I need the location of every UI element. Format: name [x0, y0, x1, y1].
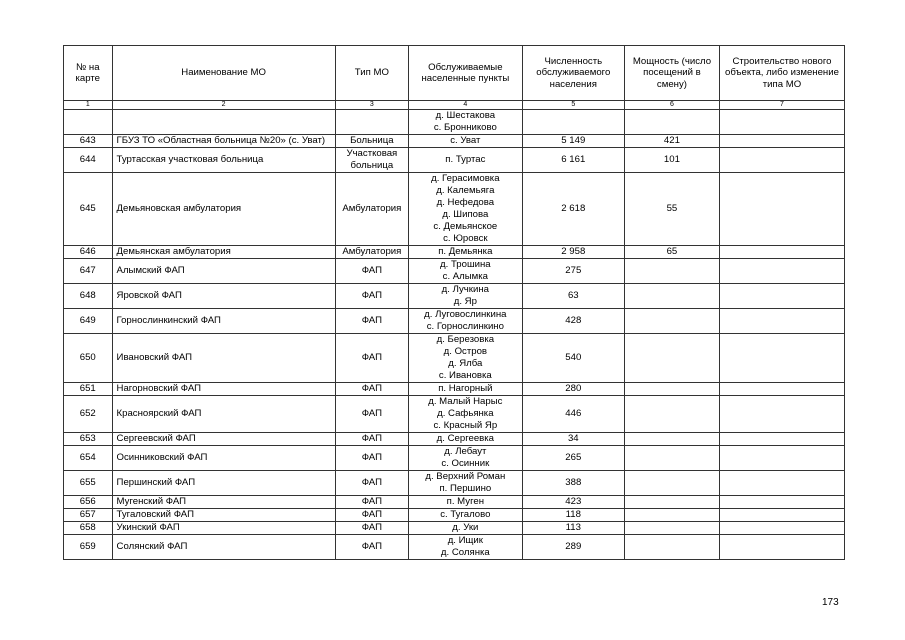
header-population: Численность обслуживаемого населения [522, 46, 624, 101]
map-number-cell: 656 [64, 496, 113, 509]
settlement-name: д. Верхний Роман [425, 471, 506, 482]
settlements-cell [409, 173, 523, 246]
population-cell: 113 [522, 522, 624, 535]
map-number-cell [64, 110, 113, 135]
settlements-cell [409, 148, 523, 173]
mo-name-cell: Ивановский ФАП [112, 334, 335, 383]
settlement-name: д. Трошина [440, 259, 491, 270]
column-number-row [64, 101, 845, 110]
population-cell: 63 [522, 284, 624, 309]
settlement-name: с. Юровск [443, 233, 488, 244]
mo-type-cell: ФАП [335, 259, 408, 284]
settlement-name: с. Демьянское [433, 221, 498, 232]
header-capacity: Мощность (число посещений в смену) [624, 46, 719, 101]
settlement-name: с. Красный Яр [433, 420, 498, 431]
construction-cell [719, 246, 844, 259]
settlement-name: д. Калемьяга [436, 185, 495, 196]
population-cell: 289 [522, 535, 624, 560]
capacity-cell [624, 433, 719, 446]
table-body [64, 110, 845, 560]
settlement-name: д. Ищик [447, 535, 483, 546]
table-row [64, 173, 845, 246]
settlement-name: д. Лебаут [444, 446, 487, 457]
settlements-cell [409, 259, 523, 284]
capacity-cell [624, 309, 719, 334]
settlement-name: с. Горнослинкино [426, 321, 504, 332]
settlements-cell [409, 246, 523, 259]
capacity-cell: 101 [624, 148, 719, 173]
table-row [64, 334, 845, 383]
mo-type-cell [335, 110, 408, 135]
construction-cell [719, 509, 844, 522]
table-row [64, 496, 845, 509]
mo-name-cell: Туртасская участковая больница [112, 148, 335, 173]
table-row [64, 446, 845, 471]
population-cell: 388 [522, 471, 624, 496]
mo-type-cell: ФАП [335, 496, 408, 509]
page-number: 173 [822, 597, 839, 608]
mo-type-cell: ФАП [335, 509, 408, 522]
map-number-cell: 655 [64, 471, 113, 496]
construction-cell [719, 396, 844, 433]
population-cell: 265 [522, 446, 624, 471]
mo-type-cell: ФАП [335, 535, 408, 560]
settlement-name: д. Солянка [440, 547, 490, 558]
settlement-name: п. Туртас [445, 154, 486, 165]
capacity-cell [624, 396, 719, 433]
settlement-name: п. Першино [439, 483, 492, 494]
mo-name-cell: ГБУЗ ТО «Областная больница №20» (с. Уват) [112, 135, 335, 148]
mo-name-cell: Сергеевский ФАП [112, 433, 335, 446]
map-number-cell: 659 [64, 535, 113, 560]
settlements-cell [409, 471, 523, 496]
mo-name-cell: Першинский ФАП [112, 471, 335, 496]
map-number-cell: 648 [64, 284, 113, 309]
map-number-cell: 653 [64, 433, 113, 446]
column-number: 1 [64, 101, 113, 110]
settlement-name: с. Уват [450, 135, 481, 146]
settlement-name: д. Лучкина [441, 284, 489, 295]
population-cell: 428 [522, 309, 624, 334]
capacity-cell [624, 471, 719, 496]
settlement-name: д. Шестакова [435, 110, 496, 121]
mo-name-cell: Осинниковский ФАП [112, 446, 335, 471]
mo-type-cell: ФАП [335, 433, 408, 446]
mo-name-cell: Демьяновская амбулатория [112, 173, 335, 246]
settlements-cell [409, 446, 523, 471]
table-row [64, 148, 845, 173]
settlements-cell [409, 383, 523, 396]
capacity-cell [624, 284, 719, 309]
population-cell [522, 110, 624, 135]
table-row [64, 509, 845, 522]
settlements-cell [409, 509, 523, 522]
table-row [64, 433, 845, 446]
table-row [64, 396, 845, 433]
settlement-name: д. Малый Нарыс [428, 396, 503, 407]
mo-name-cell: Мугенский ФАП [112, 496, 335, 509]
mo-name-cell: Горнослинкинский ФАП [112, 309, 335, 334]
settlement-name: д. Герасимовка [431, 173, 500, 184]
capacity-cell [624, 259, 719, 284]
table-row [64, 471, 845, 496]
settlement-name: с. Тугалово [440, 509, 491, 520]
column-number: 5 [522, 101, 624, 110]
column-number: 6 [624, 101, 719, 110]
construction-cell [719, 496, 844, 509]
column-number: 7 [719, 101, 844, 110]
construction-cell [719, 148, 844, 173]
mo-name-cell: Укинский ФАП [112, 522, 335, 535]
map-number-cell: 644 [64, 148, 113, 173]
column-number: 4 [409, 101, 523, 110]
capacity-cell [624, 334, 719, 383]
mo-name-cell: Алымский ФАП [112, 259, 335, 284]
map-number-cell: 650 [64, 334, 113, 383]
settlement-name: д. Яр [453, 296, 477, 307]
settlement-name: с. Осинник [441, 458, 490, 469]
population-cell: 280 [522, 383, 624, 396]
settlement-name: п. Муген [446, 496, 485, 507]
map-number-cell: 649 [64, 309, 113, 334]
map-number-cell: 654 [64, 446, 113, 471]
table-row [64, 284, 845, 309]
construction-cell [719, 522, 844, 535]
settlement-name: д. Шипова [442, 209, 489, 220]
capacity-cell [624, 383, 719, 396]
population-cell: 275 [522, 259, 624, 284]
table-row [64, 309, 845, 334]
settlement-name: с. Ивановка [438, 370, 492, 381]
construction-cell [719, 334, 844, 383]
settlements-cell [409, 135, 523, 148]
population-cell: 34 [522, 433, 624, 446]
mo-name-cell: Демьянская амбулатория [112, 246, 335, 259]
map-number-cell: 643 [64, 135, 113, 148]
mo-type-cell: Амбулатория [335, 246, 408, 259]
mo-name-cell: Яровской ФАП [112, 284, 335, 309]
settlement-name: д. Остров [443, 346, 488, 357]
settlement-name: д. Луговослинкина [424, 309, 507, 320]
column-number: 2 [112, 101, 335, 110]
capacity-cell [624, 522, 719, 535]
capacity-cell [624, 496, 719, 509]
population-cell: 423 [522, 496, 624, 509]
mo-type-cell: ФАП [335, 522, 408, 535]
construction-cell [719, 309, 844, 334]
construction-cell [719, 383, 844, 396]
capacity-cell [624, 509, 719, 522]
settlement-name: д. Нефедова [436, 197, 495, 208]
mo-type-cell: ФАП [335, 396, 408, 433]
table-row [64, 246, 845, 259]
settlement-name: п. Нагорный [438, 383, 493, 394]
construction-cell [719, 471, 844, 496]
mo-name-cell: Нагорновский ФАП [112, 383, 335, 396]
mo-name-cell: Красноярский ФАП [112, 396, 335, 433]
capacity-cell [624, 110, 719, 135]
settlement-name: д. Сергеевка [436, 433, 495, 444]
header-construction: Строительство нового объекта, либо изменение типа МО [719, 46, 844, 101]
construction-cell [719, 259, 844, 284]
settlement-name: п. Демьянка [438, 246, 493, 257]
settlements-cell [409, 309, 523, 334]
settlement-name: д. Березовка [436, 334, 495, 345]
header-mo-type: Тип МО [335, 46, 408, 101]
construction-cell [719, 284, 844, 309]
capacity-cell: 421 [624, 135, 719, 148]
settlements-cell [409, 284, 523, 309]
map-number-cell: 652 [64, 396, 113, 433]
mo-name-cell: Тугаловский ФАП [112, 509, 335, 522]
settlements-cell [409, 433, 523, 446]
header-row [64, 46, 845, 101]
settlements-cell [409, 110, 523, 135]
mo-type-cell: Участковая больница [335, 148, 408, 173]
capacity-cell [624, 446, 719, 471]
map-number-cell: 646 [64, 246, 113, 259]
population-cell: 5 149 [522, 135, 624, 148]
data-table [63, 45, 845, 560]
settlement-name: д. Сафьянка [437, 408, 494, 419]
map-number-cell: 645 [64, 173, 113, 246]
mo-name-cell: Солянский ФАП [112, 535, 335, 560]
mo-name-cell [112, 110, 335, 135]
map-number-cell: 658 [64, 522, 113, 535]
table-row [64, 259, 845, 284]
capacity-cell [624, 535, 719, 560]
map-number-cell: 657 [64, 509, 113, 522]
table-row [64, 110, 845, 135]
capacity-cell: 65 [624, 246, 719, 259]
construction-cell [719, 433, 844, 446]
construction-cell [719, 173, 844, 246]
header-mo-name: Наименование МО [112, 46, 335, 101]
population-cell: 118 [522, 509, 624, 522]
header-map-number: № на карте [64, 46, 113, 101]
settlement-name: с. Бронниково [433, 122, 497, 133]
map-number-cell: 651 [64, 383, 113, 396]
settlement-name: с. Алымка [442, 271, 489, 282]
mo-type-cell: ФАП [335, 446, 408, 471]
settlements-cell [409, 334, 523, 383]
settlement-name: д. Уки [452, 522, 479, 533]
header-settlements: Обслуживаемые населенные пункты [409, 46, 523, 101]
settlements-cell [409, 535, 523, 560]
settlements-cell [409, 522, 523, 535]
table-row [64, 535, 845, 560]
population-cell: 540 [522, 334, 624, 383]
mo-type-cell: ФАП [335, 471, 408, 496]
construction-cell [719, 535, 844, 560]
population-cell: 446 [522, 396, 624, 433]
construction-cell [719, 135, 844, 148]
capacity-cell: 55 [624, 173, 719, 246]
mo-type-cell: ФАП [335, 334, 408, 383]
mo-type-cell: ФАП [335, 284, 408, 309]
settlements-cell [409, 396, 523, 433]
mo-type-cell: Амбулатория [335, 173, 408, 246]
settlements-cell [409, 496, 523, 509]
construction-cell [719, 110, 844, 135]
mo-type-cell: Больница [335, 135, 408, 148]
settlement-name: д. Ялба [448, 358, 483, 369]
mo-type-cell: ФАП [335, 383, 408, 396]
column-number: 3 [335, 101, 408, 110]
table-row [64, 383, 845, 396]
map-number-cell: 647 [64, 259, 113, 284]
population-cell: 2 958 [522, 246, 624, 259]
table-row [64, 522, 845, 535]
population-cell: 6 161 [522, 148, 624, 173]
construction-cell [719, 446, 844, 471]
mo-type-cell: ФАП [335, 309, 408, 334]
population-cell: 2 618 [522, 173, 624, 246]
table-row [64, 135, 845, 148]
